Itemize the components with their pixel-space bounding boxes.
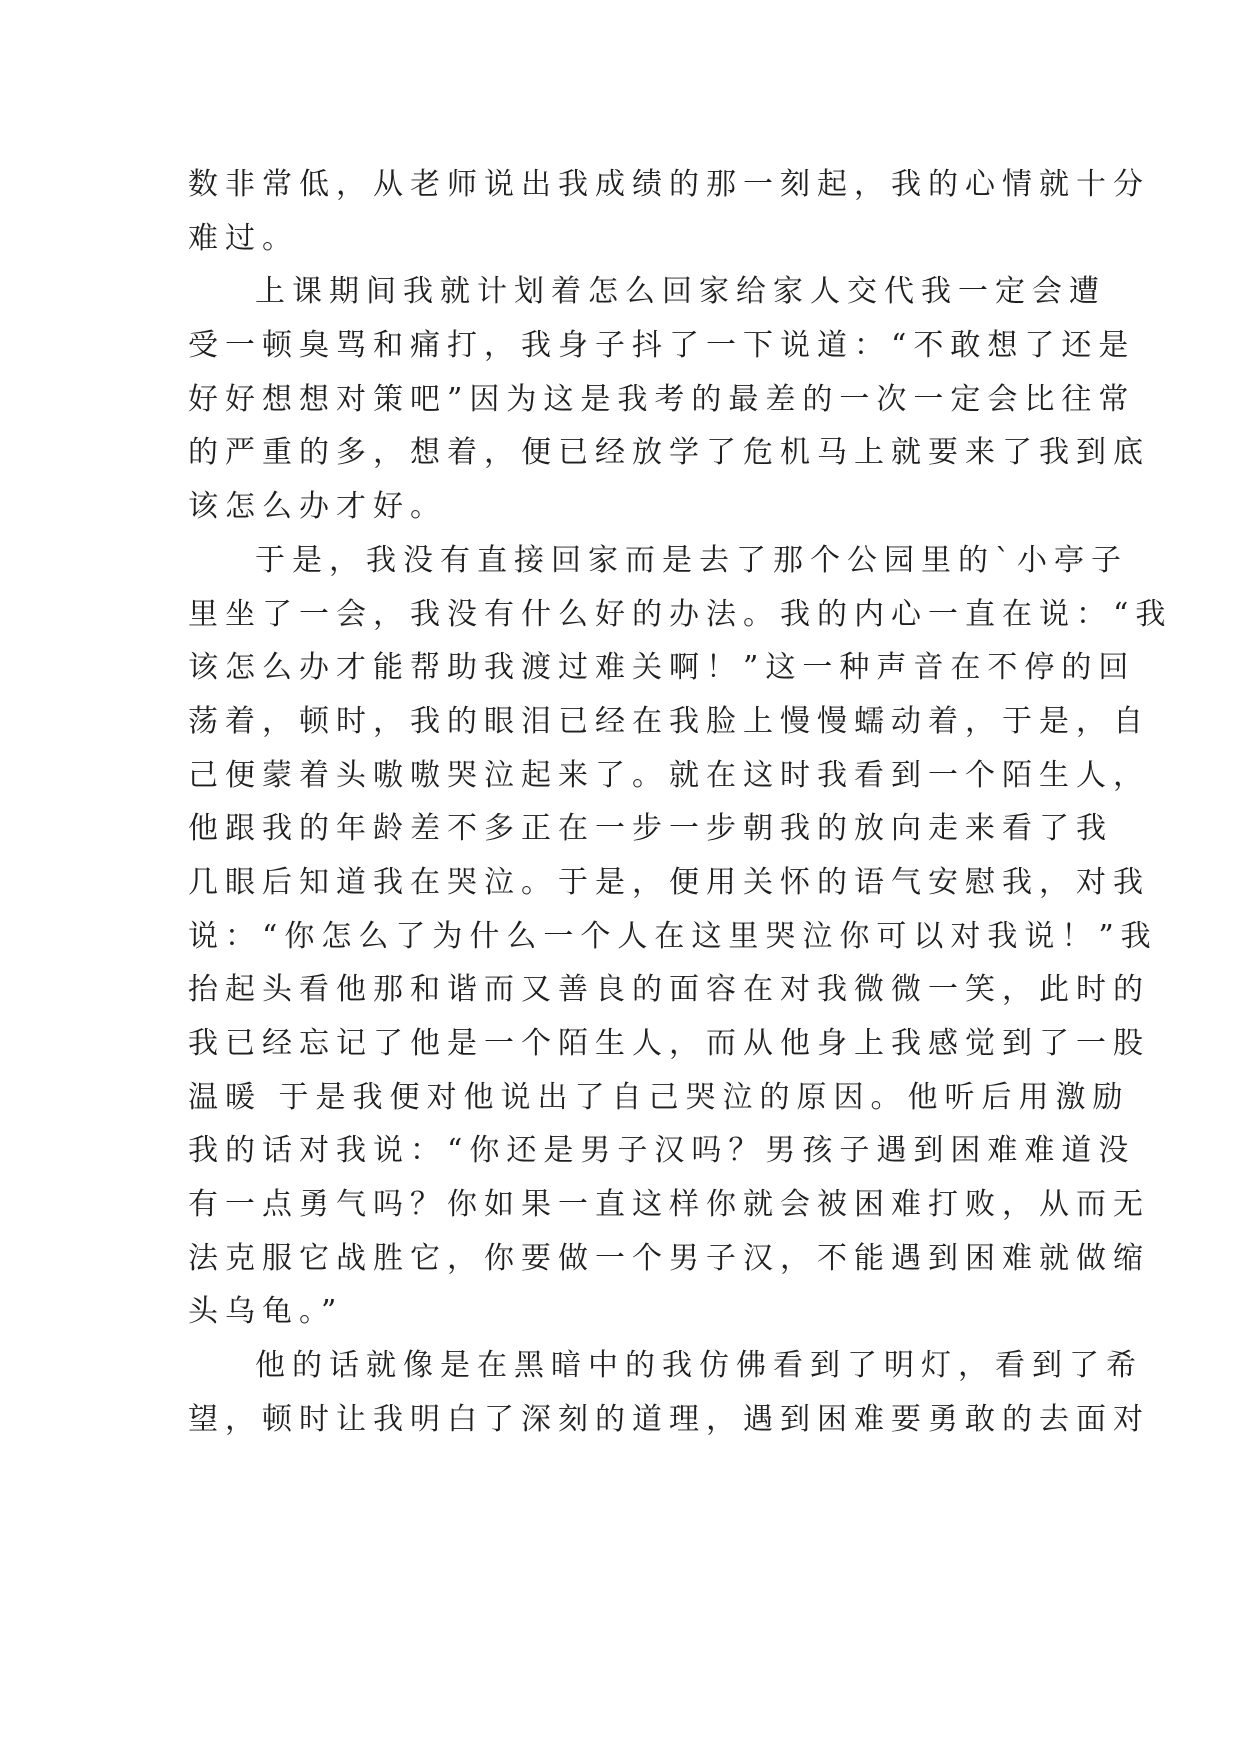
text-line: 荡着，顿时，我的眼泪已经在我脸上慢慢蠕动着，于是，自 [188,703,1150,739]
text-line: 法克服它战胜它，你要做一个男子汉，不能遇到困难就做缩 [188,1240,1150,1276]
text-line: 该怎么办才能帮助我渡过难关啊！”这一种声音在不停的回 [188,650,1136,686]
text-line: 的严重的多，想着，便已经放学了危机马上就要来了我到底 [188,435,1150,471]
text-line: 数非常低，从老师说出我成绩的那一刻起，我的心情就十分 [188,167,1150,202]
text-line: 望，顿时让我明白了深刻的道理，遇到困难要勇敢的去面对 [188,1401,1150,1437]
paragraph-2 [188,265,1150,533]
text-line: 他跟我的年龄差不多正在一步一步朝我的放向走来看了我 [188,811,1113,847]
text-line: 好好想想对策吧”因为这是我考的最差的一次一定会比往常 [188,381,1136,417]
text-line: 该怎么办才好。 [188,489,447,525]
document-body [188,158,1173,1447]
text-line: 难过。 [188,220,299,256]
paragraph-3 [188,534,1173,1339]
paragraph-1 [188,158,1150,265]
text-line-first: 于是，我没有直接回家而是去了那个公园里的`小亭子 [255,542,1128,578]
paragraph-4 [188,1339,1150,1446]
text-line-first: 上课期间我就计划着怎么回家给家人交代我一定会遭 [255,274,1106,310]
text-line: 抬起头看他那和谐而又善良的面容在对我微微一笑，此时的 [188,972,1150,1008]
text-line: 几眼后知道我在哭泣。于是，便用关怀的语气安慰我，对我 [188,864,1150,900]
text-line: 里坐了一会，我没有什么好的办法。我的内心一直在说：“我 [188,596,1173,632]
text-line: 我已经忘记了他是一个陌生人，而从他身上我感觉到了一股 [188,1026,1150,1061]
text-line: 受一顿臭骂和痛打，我身子抖了一下说道：“不敢想了还是 [188,328,1136,364]
text-line: 我的话对我说：“你还是男子汉吗？男孩子遇到困难难道没 [188,1133,1136,1169]
text-line-first: 他的话就像是在黑暗中的我仿佛看到了明灯，看到了希 [255,1348,1143,1384]
text-line: 头乌龟。” [188,1294,344,1330]
text-line: 己便蒙着头嗷嗷哭泣起来了。就在这时我看到一个陌生人， [188,757,1150,793]
text-line: 说：“你怎么了为什么一个人在这里哭泣你可以对我说！”我 [188,918,1158,954]
text-line: 温暖 于是我便对他说出了自己哭泣的原因。他听后用激励 [188,1079,1130,1115]
text-line: 有一点勇气吗？你如果一直这样你就会被困难打败，从而无 [188,1187,1150,1223]
